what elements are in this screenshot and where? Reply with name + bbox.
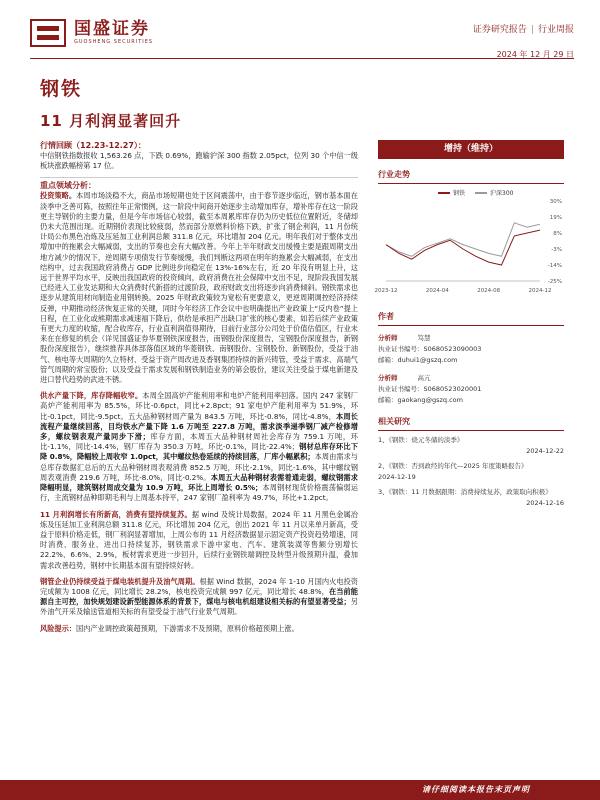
fundamentals-text: 本周全国高炉产能利用率和电炉产能利用率回落。国内 247 家钢厂高炉产能利用率为 85.5%，环比-0.6pct，同比+2.8pct；91 家电炉产能利用率为 51.9%，环比-0.1pct，同比-9.5pct。五大品种钢材周产量为 843.5 万吨，环比-0.8%，同比-4.8%，: [40, 391, 358, 421]
profit-text: 据 wind 及统计局数据，2024 年 11 月黑色金属冶炼及压延加工业利润总额 311.8 亿元，环比增加 204 亿元，创出 2021 年 11 月以来单月新高，受益于原料价格走低，钢厂利润显著增加，上周公布的 11 月经济数据显示固定资产投资趋势增速，同时消费、服务业、进出口持续复苏，钢铁需求下游中家电、汽车、建筑装潢等售额分别增长 22.2%、6.6%、2.9%，板材需求更进一步回升，后续行业钢铁端调控及转型升级预期升温，叠加需求改善趋势，钢材中长期基本面有望持续好转。: [40, 509, 358, 570]
author-name: 笃慧: [417, 334, 431, 342]
energy-lead: 钢管企业仍持续受益于煤电装机提升及油气周期。: [40, 576, 200, 586]
related-item-3[interactable]: [378, 487, 564, 509]
y-tick-label: 30%: [549, 199, 562, 205]
brand-name: 国盛证券: [74, 19, 150, 39]
author-email: 邮箱：gaokang@gszq.com: [378, 396, 463, 404]
related-item-2[interactable]: [378, 461, 564, 483]
x-tick-label: 2024-12: [528, 288, 552, 294]
authors-title: 作者: [378, 311, 564, 326]
brand-name-en: GUOSHENG SECURITIES: [74, 39, 154, 45]
x-tick-label: 2023-12: [374, 288, 398, 294]
industry-label: 钢铁: [40, 78, 83, 100]
legend-item-steel: [438, 188, 465, 197]
related-item-title[interactable]: 1、《钢铁：烧元冬储的淡季》: [378, 436, 464, 444]
key-areas-heading: 重点领域分析：: [40, 181, 96, 191]
fundamentals-highlight-1: 本周长流程产量继续回落，目均铁水产量下降 1.6 万吨至 227.8 万吨，需求淡季递季钢厂减产检修增多，螺纹钢表观产量同步下滑；: [40, 411, 358, 442]
strategy-paragraph: [40, 191, 358, 385]
risk-text: 国内产业调控政策超预期，下游需求不及预期，原料价格超预期上涨。: [75, 623, 299, 633]
author-role: 分析师: [378, 374, 398, 382]
fundamentals-lead: 供水产量下降，库存降幅收窄。: [40, 391, 143, 401]
legend-item-csi300: [475, 188, 513, 197]
rating-badge: 增持（维持）: [378, 140, 564, 159]
fundamentals-text-3: 本周由需求与总库存数据汇总后的五大品种钢材周表观消费 852.5 万吨，环比-2.1%，同比-1.6%，其中螺纹钢周表观消费 219.6 万吨，环比-8.0%，同比-0.2%。: [40, 452, 358, 482]
x-tick-label: 2024-08: [477, 288, 501, 294]
fundamentals-paragraph: [40, 391, 358, 503]
profit-lead: 11 月利润增长有所新高，消费有望持续复苏。: [40, 509, 192, 519]
fundamentals-highlight-3: 本周五大品种钢材表需着通走弱，螺纹钢需求降幅明显，建筑钢材周成交量为 10.9 万吨，环比上周增长 0.5%；: [40, 472, 358, 493]
review-heading: 行情回顾（12.23-12.27）：: [40, 141, 146, 150]
fundamentals-text-2: 库存方面，本周五大品种钢材周社会库存为 759.1 万吨，环比-1.1%，同比-14.4%，钢厂库存为 350.3 万吨，环比-0.1%，同比-22.4%；: [40, 432, 358, 452]
report-tags: [473, 22, 574, 35]
energy-text: 根据 Wind 数据，2024 年 1-10 月国内火电投资完成额为 1008 亿元，同比增长 28.2%，核电投资完成额 997 亿元，同比增长 48.8%，: [40, 576, 358, 596]
report-date: 2024 年 12 月 29 日: [496, 50, 574, 59]
author-license: 执业证书编号：S0680523090003: [378, 345, 482, 353]
fundamentals-text-4: 本周钢材现货价格震荡偏弱运行，主流钢材品种即期毛利与上周基本持平，247 家钢厂盈利率为 49.7%，环比+1.2pct。: [40, 483, 358, 503]
main-content: [40, 140, 358, 634]
header-divider: [30, 58, 574, 59]
legend-label: 钢铁: [453, 190, 466, 197]
related-item-1[interactable]: [378, 435, 564, 457]
series-line-0: [386, 230, 540, 265]
brand-logo: [30, 18, 153, 48]
trend-chart: [374, 188, 564, 301]
report-subtype: 行业周报: [537, 25, 574, 35]
chart-legend: [378, 188, 564, 197]
strategy-text: 本周市场淡稳不大，商品市场短期也处于区间震荡中，由于春节逐步临近，钢市基本面在淡季中乏善可陈，按照往年正常惯例，这一阶段中间商开始逐步主动增加库存，增补库存在这一阶段更主导钢价的主要力量，但是今年市场信心较弱，截至本周累库库存仍为历史低位位置附近，冬储却仍未大范围出现。近期钢价表现比较疲弱，然而部分原燃料价格下跌，扩张了钢企利润，11 月份统计局公布黑色冶炼及压延加工业利润总额 311.8 亿元，环比增加 204 亿元。明年我们对于整体支出增加中的拖累会大幅减弱，支出的节奏也会有大幅改善。今年上半年财政支出缓慢主要是跟周期支出地方减少的情况下，逆周期专项债发行节奏缓慢，我们判断这两项在明年的拖累会大幅减弱，在支出结构中，过去我国政府消费占 GDP 比例进步向稳定在 13%-16%左右，近 20 年没有明显上升，这远于世界平均水平，反映出我国政府的投资倾向，政府消费在社会保障中支出不足，现阶段我国发展已经进入工业发达期和大众消费时代新搭的过渡阶段，政府财政支出将逐步向消费倾斜。钢铁需求也逐步从建筑用材向制造业用钢转换。2025 年财政政策较为宽松有更要意义，更逆周期调控经济持续反弹，中期推动经济恢复正常的关键，同时今年经济工作会议中也明确提出产业政策上“反内卷”提上日程，在工业化或熊期需求减速福下降后，供给是承担产出缺口扩张的核心要素，如若后续产业政策有更大力度的收缩，配合收库存，行业直利润值得期待，目前行业部分公司处于价值估值区，行业未来在在修复的机会（详见国盛证券华夏钢铁深度报告，南钢股份深度报告，宝钢股份深度报告，新钢股份深度报告），继续推荐具体部落值区域的华菱钢铁、南钢股份、宝钢股份、新钢股份，受益于油气、核电等大周期的久立特材、受益于资产周改进及香钢集团持续的新兴铸管，受益于需求、高端气管气周期的常宝股份；以及受益于需求发展和钢铁制造业务的第会股份，建议关注受益于煤电新建及进口替代趋势的武进不锈。: [40, 191, 358, 385]
trend-title: 行业走势: [378, 169, 564, 184]
tag-separator: |: [530, 25, 534, 35]
profit-paragraph: [40, 510, 358, 571]
energy-paragraph: [40, 577, 358, 618]
report-type: 证券研究报告: [472, 25, 527, 35]
risk-paragraph: [40, 624, 358, 634]
y-tick-label: -25%: [547, 279, 562, 285]
related-item-title[interactable]: 3、《钢铁：11 月数据跟期：消费持续复苏，政策取向积极》: [378, 488, 552, 496]
trend-chart-svg: [374, 197, 564, 297]
energy-highlight: 在当前能源自主可控，加快规划建设新型能源体系的背景下，煤电与核电机组建设相关标的有望显著受益；: [40, 586, 358, 607]
series-line-1: [386, 223, 540, 256]
related-item-date: 2024-12-22: [526, 447, 564, 455]
related-item-date: 2024-12-19: [378, 473, 416, 481]
author-license: 执业证书编号：S0680523020001: [378, 385, 482, 393]
fundamentals-highlight-2: 钢材总库存环比下降 0.8%，降幅较上周收窄 1.0pct，其中螺纹热卷延续的持续回落，厂库小幅累积；: [40, 442, 358, 462]
page-header: [0, 0, 600, 64]
y-tick-label: -14%: [547, 263, 562, 269]
author-name: 高亢: [417, 374, 431, 382]
author-block-2: [378, 373, 564, 406]
x-tick-label: 2024-04: [425, 288, 449, 294]
y-tick-label: -3%: [551, 247, 562, 253]
related-item-title[interactable]: 2、《钢铁：否到政经的年代—2025 年度策略报告》: [378, 462, 528, 470]
author-email: 邮箱：duhui1@gszq.com: [378, 356, 458, 364]
y-tick-label: 8%: [553, 231, 562, 237]
footer-disclaimer: 请仔细阅读本报告末页声明: [422, 785, 530, 794]
risk-lead: 风险提示：: [40, 623, 76, 633]
author-block-1: [378, 333, 564, 366]
energy-text-2: 另外油气开采及输送管道相关标的有望受益于油气行业景气周期。: [40, 597, 358, 617]
y-tick-label: 19%: [549, 215, 562, 221]
review-text: 中信钢铁指数报收 1,563.26 点，下跌 0.69%，跑输沪深 300 指数 2.05pct，位列 30 个中信一级板块涨跌幅榜第 17 位。: [40, 151, 358, 171]
strategy-lead: 投资策略。: [40, 191, 77, 201]
related-item-date: 2024-12-16: [526, 499, 564, 507]
logo-icon: [30, 18, 68, 48]
related-title: 相关研究: [378, 416, 564, 431]
report-title: 11 月利润显著回升: [40, 112, 182, 130]
sidebar: [374, 140, 564, 509]
legend-label: 沪深300: [490, 190, 514, 197]
author-role: 分析师: [378, 334, 398, 342]
